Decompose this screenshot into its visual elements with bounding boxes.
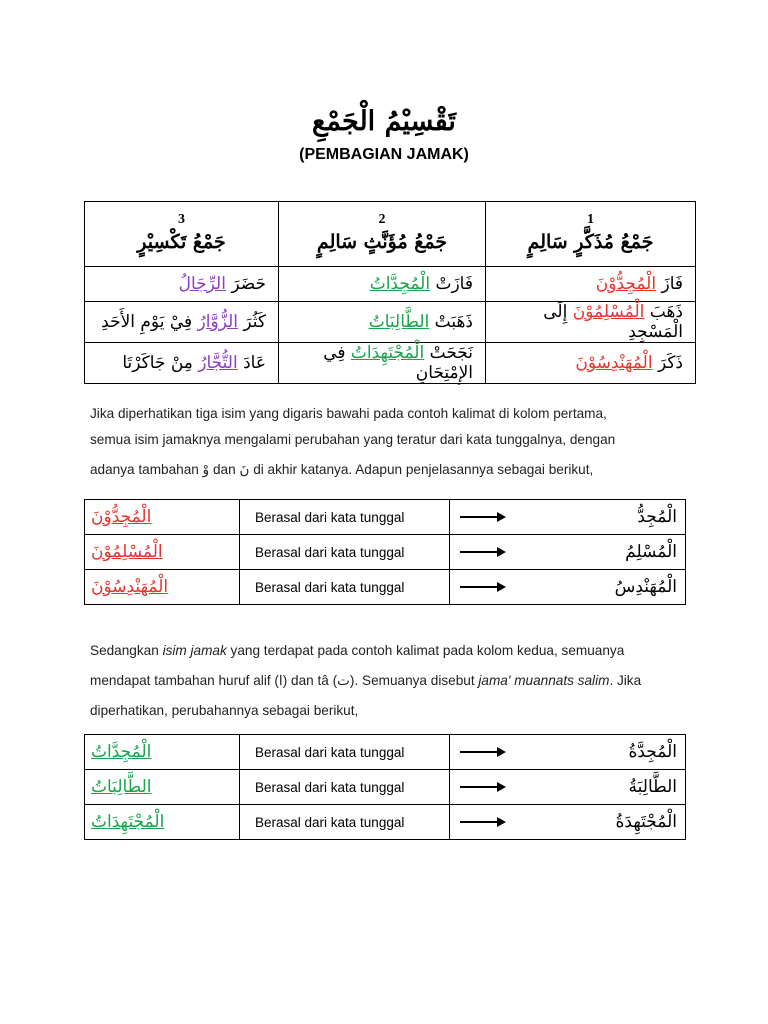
paragraph-line: adanya tambahan وْ dan نَ di akhir katanya. Adapun penjelasannya sebagai berikut, <box>90 462 594 478</box>
singular-cell: الْمُجِدَّةُ <box>450 735 686 770</box>
singular-cell: الْمُهَنْدِسُ <box>450 570 686 605</box>
title-arabic: تَقْسِيْمُ الْجَمْعِ <box>312 106 456 137</box>
description-cell: Berasal dari kata tunggal <box>240 735 450 770</box>
arrow-right-icon <box>460 782 506 792</box>
main-table <box>84 201 696 384</box>
header-label-muzakkar: جَمْعُ مُذَكَّرٍ سَالِمٍ <box>527 231 654 253</box>
description-cell: Berasal dari kata tunggal <box>240 535 450 570</box>
sentence-cell: عَادَ التُّجَّارُ مِنْ جَاكَرْتَا <box>85 343 279 384</box>
paragraph-line: Jika diperhatikan tiga isim yang digaris bawahi pada contoh kalimat di kolom pertama, <box>90 406 607 421</box>
ta-letter: ت <box>337 673 350 689</box>
table-row <box>85 770 686 805</box>
singular-cell: الْمُجِدُّ <box>450 500 686 535</box>
paragraph-line: Sedangkan isim jamak yang terdapat pada contoh kalimat pada kolom kedua, semuanya <box>90 643 625 658</box>
description-cell: Berasal dari kata tunggal <box>240 805 450 840</box>
paragraph-line: mendapat tambahan huruf alif (ا) dan tâ (ت). Semuanya disebut jama' muannats salim. Jika <box>90 673 642 689</box>
description-cell: Berasal dari kata tunggal <box>240 570 450 605</box>
sentence-cell: ذَهَبَ الْمُسْلِمُوْنَ إِلَى الْمَسْجِدِ <box>486 302 696 343</box>
highlighted-word: الْمُهَنْدِسُوْنَ <box>575 353 653 373</box>
singular-cell: الْمُسْلِمُ <box>450 535 686 570</box>
header-col-2 <box>279 202 486 267</box>
highlighted-word: الرِّجَالُ <box>178 274 226 294</box>
description-cell: Berasal dari kata tunggal <box>240 770 450 805</box>
arrow-right-icon <box>460 747 506 757</box>
highlighted-word: الْمُسْلِمُوْنَ <box>572 302 645 322</box>
header-number: 2 <box>378 212 386 227</box>
header-col-3 <box>85 202 279 267</box>
nun-letter: نَ <box>239 462 250 478</box>
jamak-cell: الطَّالِبَاتُ <box>85 770 240 805</box>
table-row <box>85 805 686 840</box>
header-col-1 <box>486 202 696 267</box>
table-row <box>85 500 686 535</box>
highlighted-word: الطَّالِبَاتُ <box>368 312 430 332</box>
arrow-right-icon <box>460 817 506 827</box>
jamak-cell: الْمُجِدُّوْنَ <box>85 500 240 535</box>
table-row <box>85 735 686 770</box>
arrow-right-icon <box>460 512 506 522</box>
header-number: 3 <box>178 212 185 227</box>
sentence-cell: نَجَحَتْ الْمُجْتَهِدَاتُ فِي الإِمْتِحَانِ <box>279 343 486 384</box>
jamak-cell: الْمُجْتَهِدَاتُ <box>85 805 240 840</box>
jamak-cell: الْمُجِدَّاتُ <box>85 735 240 770</box>
paragraph-muzakkar <box>90 401 678 483</box>
sentence-cell: حَضَرَ الرِّجَالُ <box>85 267 279 302</box>
sentence-cell: فَازَتْ الْمُجِدَّاتُ <box>279 267 486 302</box>
paragraph-line: diperhatikan, perubahannya sebagai berikut, <box>90 703 359 718</box>
sentence-cell: ذَكَرَ الْمُهَنْدِسُوْنَ <box>486 343 696 384</box>
arrow-right-icon <box>460 547 506 557</box>
title-latin: (PEMBAGIAN JAMAK) <box>299 146 469 163</box>
highlighted-word: الْمُجِدُّوْنَ <box>595 274 657 294</box>
alif-letter: ا <box>278 673 283 689</box>
muzakkar-table <box>84 499 686 605</box>
paragraph-line: semua isim jamaknya mengalami perubahan yang teratur dari kata tunggalnya, dengan <box>90 432 616 447</box>
highlighted-word: الْمُجْتَهِدَاتُ <box>350 343 425 363</box>
sentence-cell: فَازَ الْمُجِدُّوْنَ <box>486 267 696 302</box>
jamak-cell: الْمُهَنْدِسُوْنَ <box>85 570 240 605</box>
singular-cell: الطَّالِبَةُ <box>450 770 686 805</box>
table-row <box>85 267 696 302</box>
table-row <box>85 343 696 384</box>
arrow-right-icon <box>460 582 506 592</box>
table-row <box>85 302 696 343</box>
description-cell: Berasal dari kata tunggal <box>240 500 450 535</box>
header-label-muannats: جَمْعُ مُؤَنَّثٍ سَالِمٍ <box>316 231 448 253</box>
singular-cell: الْمُجْتَهِدَةُ <box>450 805 686 840</box>
header-number: 1 <box>587 212 594 227</box>
paragraph-muannats <box>90 636 678 726</box>
sentence-cell: ذَهَبَتْ الطَّالِبَاتُ <box>279 302 486 343</box>
table-row <box>85 535 686 570</box>
table-row <box>85 570 686 605</box>
waw-letter: وْ <box>202 462 210 478</box>
header-label-taksir: جَمْعُ تَكْسِيْرٍ <box>137 231 226 253</box>
highlighted-word: الزُّوَّارُ <box>197 312 238 332</box>
highlighted-word: الْمُجِدَّاتُ <box>369 274 431 294</box>
muannats-table <box>84 734 686 840</box>
highlighted-word: التُّجَّارُ <box>198 353 238 373</box>
sentence-cell: كَثُرَ الزُّوَّارُ فِيْ يَوْمِ الأَحَدِ <box>85 302 279 343</box>
jamak-cell: الْمُسْلِمُوْنَ <box>85 535 240 570</box>
